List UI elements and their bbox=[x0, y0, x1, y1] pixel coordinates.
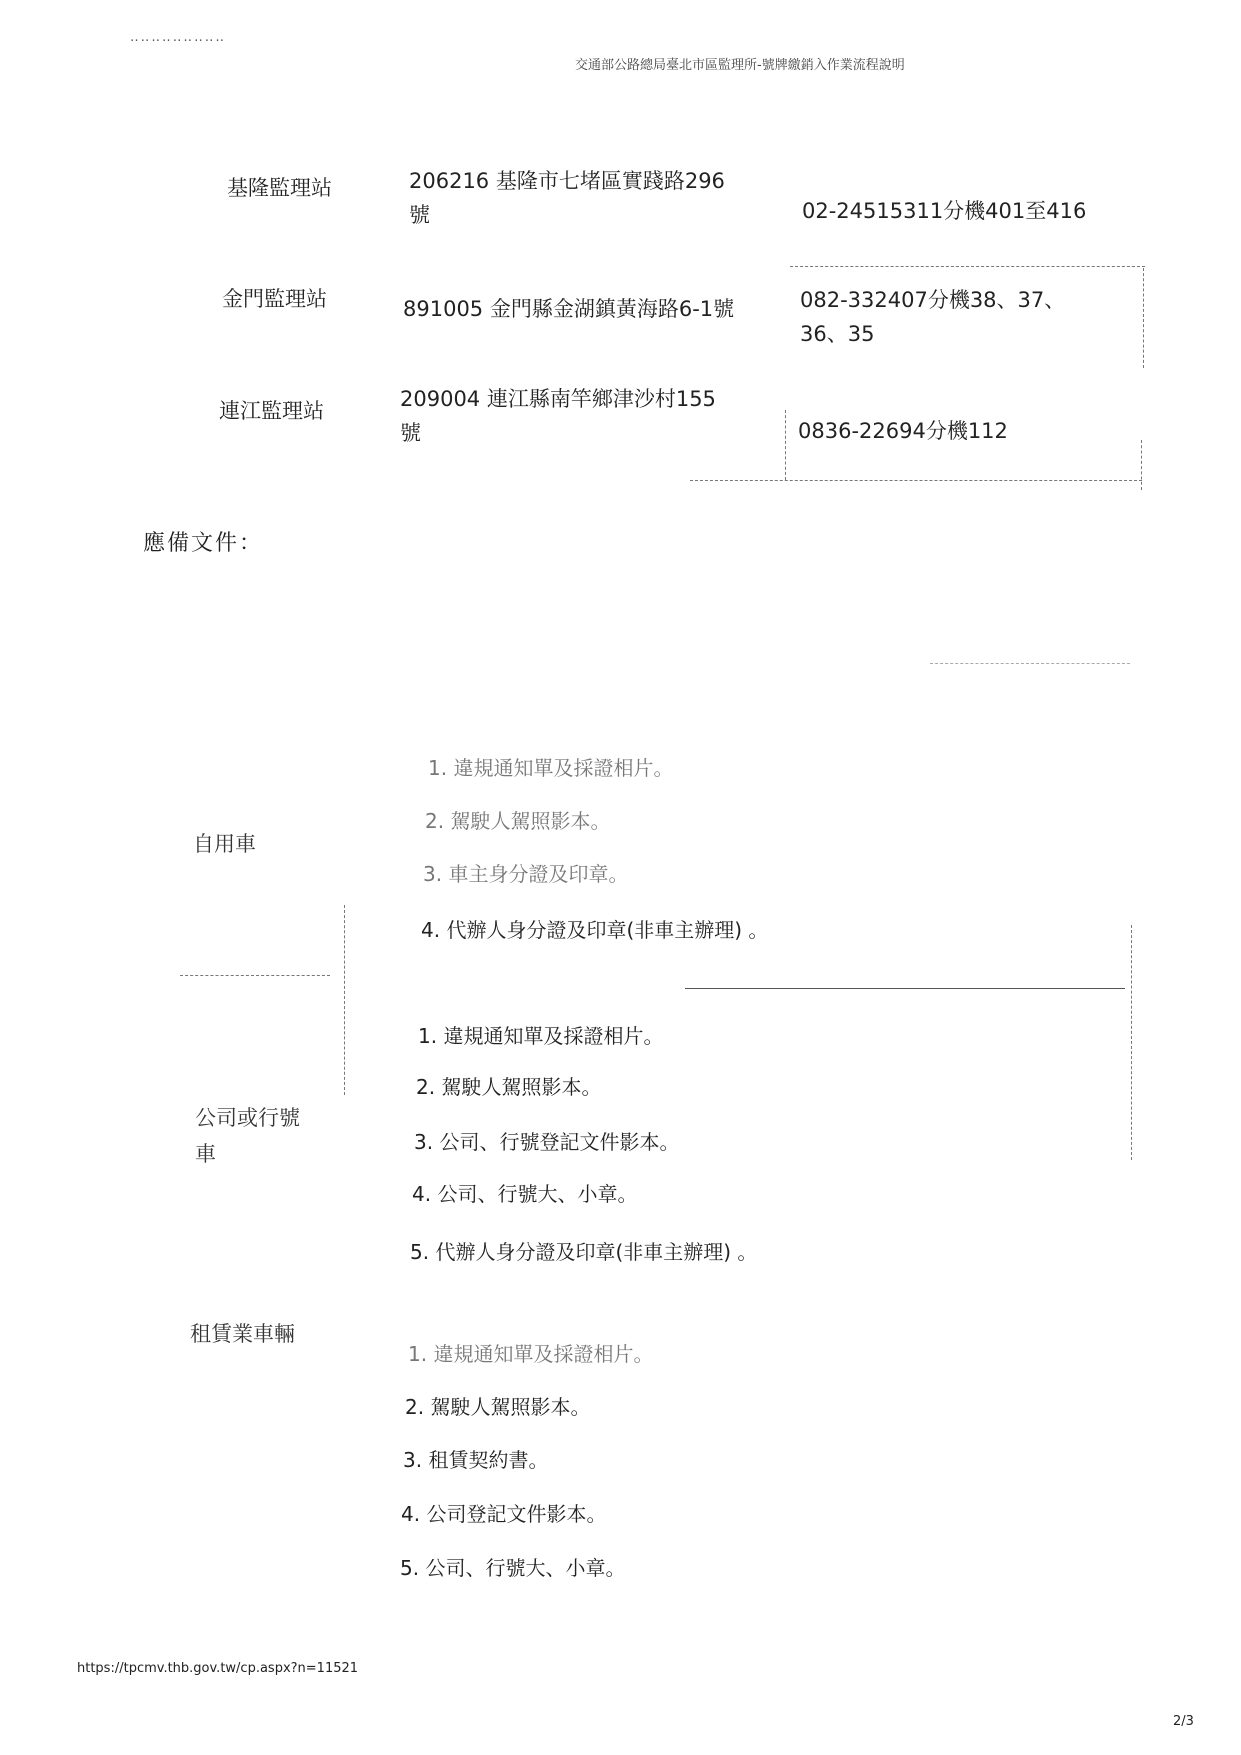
table-divider bbox=[690, 480, 1142, 481]
list-item: 2. 駕駛人駕照影本。 bbox=[425, 809, 611, 833]
station-phone: 02-24515311分機401至416 bbox=[802, 199, 1087, 223]
list-item: 2. 駕駛人駕照影本。 bbox=[405, 1395, 591, 1419]
list-item: 4. 公司登記文件影本。 bbox=[401, 1502, 607, 1526]
station-address: 206216 基隆市七堵區實踐路296 號 bbox=[409, 169, 725, 227]
station-address: 209004 連江縣南竿鄉津沙村155 號 bbox=[400, 387, 716, 445]
list-item: 3. 車主身分證及印章。 bbox=[423, 862, 629, 886]
list-item: 1. 違規通知單及採證相片。 bbox=[428, 756, 674, 780]
list-item: 4. 代辦人身分證及印章(非車主辦理) 。 bbox=[421, 918, 769, 942]
station-name: 金門監理站 bbox=[222, 287, 327, 311]
footer-url: https://tpcmv.thb.gov.tw/cp.aspx?n=11521 bbox=[77, 1661, 359, 1676]
table-divider bbox=[1131, 925, 1132, 1160]
list-item: 3. 租賃契約書。 bbox=[403, 1448, 549, 1472]
table-divider bbox=[1143, 268, 1144, 368]
station-name: 連江監理站 bbox=[219, 399, 324, 423]
table-divider bbox=[790, 266, 1145, 267]
header-title: 交通部公路總局臺北市區監理所-號牌繳銷入作業流程說明 bbox=[575, 58, 905, 73]
station-phone: 082-332407分機38、37、 36、35 bbox=[800, 288, 1066, 346]
category-name: 租賃業車輛 bbox=[190, 1322, 295, 1346]
category-name: 公司或行號 車 bbox=[195, 1106, 300, 1166]
divider bbox=[930, 663, 1130, 664]
documents-title: 應備文件： bbox=[143, 531, 264, 556]
list-item: 3. 公司、行號登記文件影本。 bbox=[414, 1130, 680, 1154]
station-name: 基隆監理站 bbox=[227, 176, 332, 200]
header-code: ‥‥‥‥‥‥‥‥‥ bbox=[130, 30, 227, 45]
list-item: 1. 違規通知單及採證相片。 bbox=[418, 1024, 664, 1048]
page-number: 2/3 bbox=[1173, 1714, 1194, 1729]
list-item: 5. 公司、行號大、小章。 bbox=[400, 1556, 626, 1580]
list-item: 1. 違規通知單及採證相片。 bbox=[408, 1342, 654, 1366]
station-address: 891005 金門縣金湖鎮黃海路6-1號 bbox=[403, 297, 735, 321]
category-name: 自用車 bbox=[193, 832, 256, 856]
table-divider bbox=[180, 975, 330, 976]
table-divider bbox=[344, 905, 345, 1095]
table-divider bbox=[785, 410, 786, 480]
list-item: 5. 代辦人身分證及印章(非車主辦理) 。 bbox=[410, 1240, 758, 1264]
table-divider bbox=[685, 988, 1125, 989]
list-item: 2. 駕駛人駕照影本。 bbox=[416, 1075, 602, 1099]
station-phone: 0836-22694分機112 bbox=[798, 419, 1008, 443]
table-divider bbox=[1141, 440, 1142, 490]
list-item: 4. 公司、行號大、小章。 bbox=[412, 1182, 638, 1206]
